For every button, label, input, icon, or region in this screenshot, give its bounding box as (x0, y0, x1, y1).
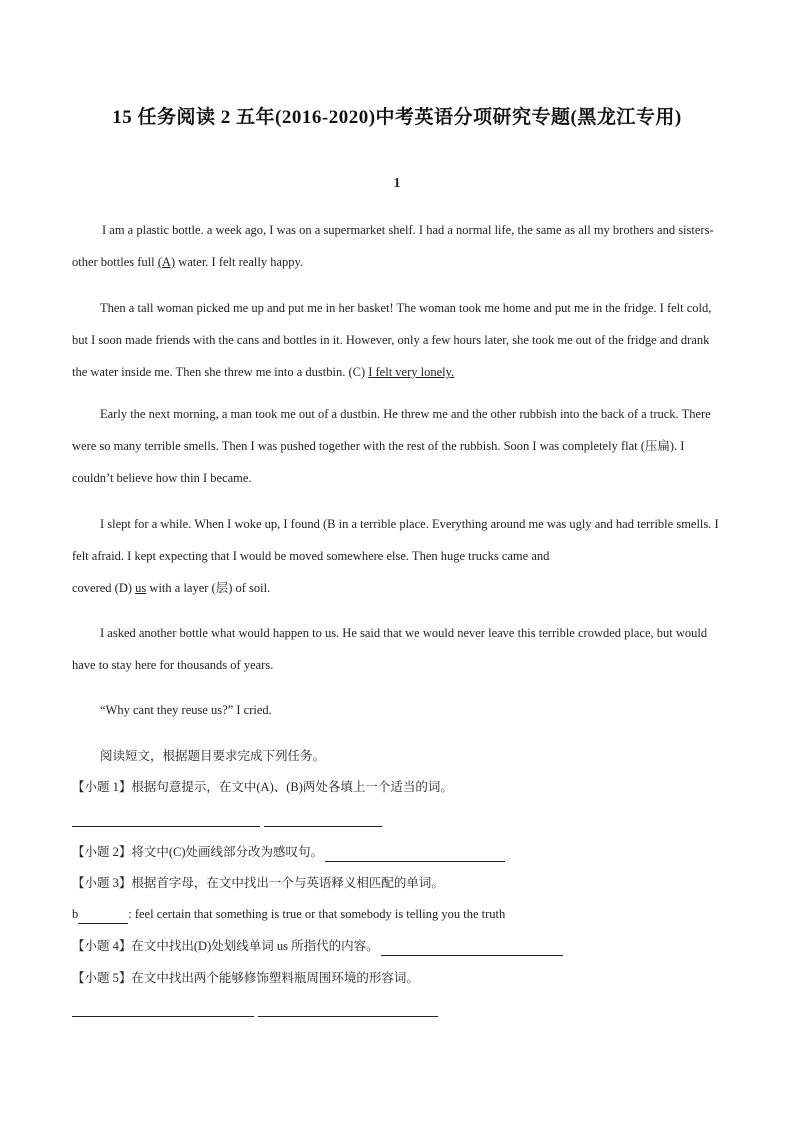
underlined-sentence-c: I felt very lonely. (368, 365, 455, 379)
answer-blank-4[interactable] (381, 941, 563, 956)
question-2 (72, 842, 505, 862)
p1-text-b: water. I felt really happy. (175, 255, 304, 269)
underlined-word-us: us (135, 581, 147, 595)
passage-paragraph-3: Early the next morning, a man took me out of a dustbin. He threw me and the other rubbish into the back of a truck. There were so many terrible smells. Then I was pushed together with the rest of the rubbish. Soon I was completely flat (压扁). I couldn’t believe how thin I became. (72, 407, 711, 485)
question-3-definition (72, 904, 505, 924)
passage-paragraph-4-end (72, 578, 270, 598)
answer-blank-5b[interactable] (258, 1016, 438, 1017)
passage-paragraph-5: I asked another bottle what would happen to us. He said that we would never leave this terrible crowded place, but would have to stay here for thousands of years. (72, 626, 708, 672)
question-3-initial: b (72, 907, 79, 921)
question-5: 【小题 5】在文中找出两个能够修饰塑料瓶周围环境的形容词。 (72, 971, 419, 985)
question-3: 【小题 3】根据首字母，在文中找出一个与英语释义相匹配的单词。 (72, 876, 444, 890)
p2-text: Then a tall woman picked me up and put me in her basket! The woman took me home and put me in the fridge. I felt cold, but I soon made friends with the cans and bottles in it. However, only a few hours later, she took me out of the fridge and drank the water inside me. Then she threw me into a dustbin. (C) (72, 301, 712, 379)
answer-blank-3[interactable] (78, 909, 128, 924)
question-3-definition-text: : feel certain that something is true or that somebody is telling you the truth (128, 907, 506, 921)
document-title: 15 任务阅读 2 五年(2016-2020)中考英语分项研究专题(黑龙江专用) (112, 107, 682, 128)
task-instruction: 阅读短文，根据题目要求完成下列任务。 (100, 749, 326, 763)
passage-paragraph-2 (72, 292, 724, 388)
p1-text-a: I am a plastic bottle. a week ago, I was on a supermarket shelf. I had a normal life, the same as all my brothers and sisters-other bottles full (72, 223, 714, 269)
answer-blank-5a[interactable] (72, 1016, 254, 1017)
question-4 (72, 936, 563, 956)
question-1: 【小题 1】根据句意提示，在文中(A)、(B)两处各填上一个适当的词。 (72, 780, 453, 794)
blank-a-marker: (A) (157, 255, 176, 269)
answer-blank-1b[interactable] (264, 826, 382, 827)
question-4-text: 【小题 4】在文中找出(D)处划线单词 us 所指代的内容。 (72, 939, 379, 953)
section-number: 1 (393, 176, 401, 191)
passage-paragraph-1 (72, 214, 724, 278)
answer-blank-1a[interactable] (72, 826, 260, 827)
p4-text-b: with a layer (层) of soil. (146, 581, 271, 595)
p4-text-a: covered (D) (72, 581, 136, 595)
passage-paragraph-4: I slept for a while. When I woke up, I found (B in a terrible place. Everything around me was ugly and had terrible smells. I felt afraid. I kept expecting that I would be moved somewhere else. Then huge trucks came and (72, 517, 719, 563)
answer-blank-2[interactable] (325, 847, 505, 862)
question-2-text: 【小题 2】将文中(C)处画线部分改为感叹句。 (72, 845, 324, 859)
passage-paragraph-6: “Why cant they reuse us?” I cried. (100, 703, 272, 717)
